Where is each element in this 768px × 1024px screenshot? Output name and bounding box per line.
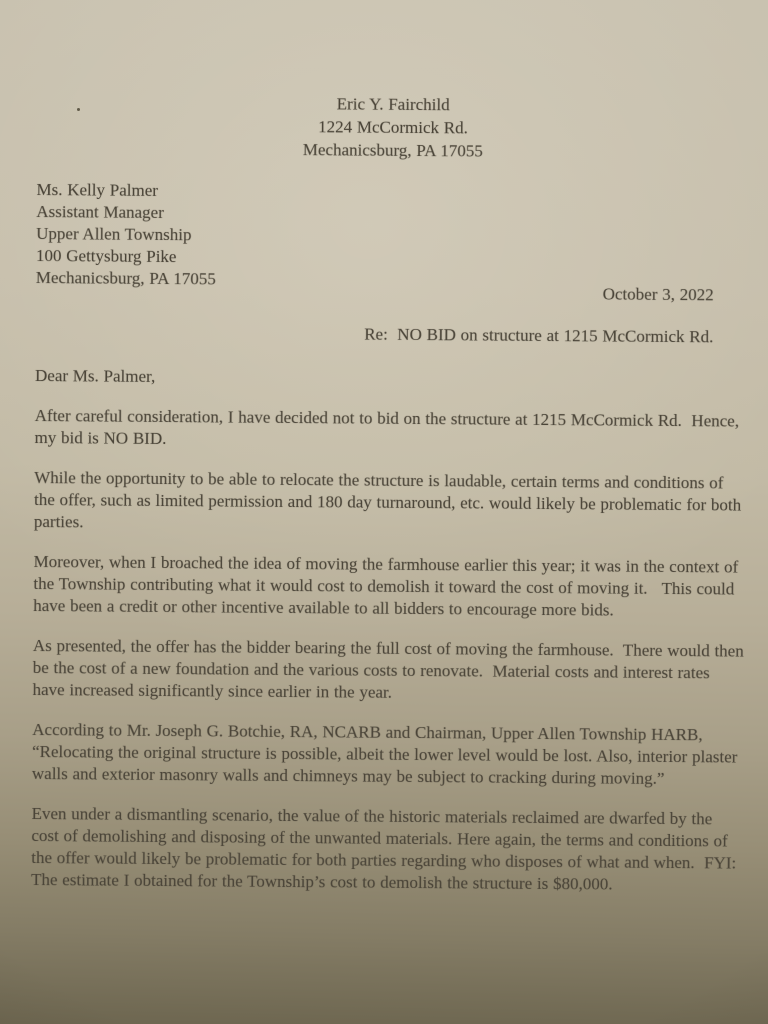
body-paragraph-5: According to Mr. Joseph G. Botchie, RA, NCARB and Chairman, Upper Allen Township HARB, “Relocating the original structure is possible, albeit the lower level would be lost. Also, interior plaster walls and exterior masonry walls and chimneys may be subject to cracking during moving.” bbox=[31, 719, 743, 788]
sender-city-line: Mechanicsburg, PA 17055 bbox=[302, 140, 483, 161]
sender-block bbox=[37, 0, 750, 165]
body-paragraph-3: Moreover, when I broached the idea of moving the farmhouse earlier this year; it was in the context of the Township contributing what it would cost to demolish it toward the cost of moving it. This could have been a credit or other incentive available to all bidders to encourage more bids. bbox=[33, 551, 744, 620]
recipient-title-line: Assistant Manager bbox=[36, 201, 164, 222]
body-paragraph-2: While the opportunity to be able to relocate the structure is laudable, certain terms and conditions of the offer, such as limited permission and 180 day turnaround, etc. would likely be problematic for both parties. bbox=[33, 467, 747, 532]
sender-street-line: 1224 McCormick Rd. bbox=[318, 117, 468, 138]
letter-date: October 3, 2022 bbox=[602, 284, 714, 305]
sender-name-line: Eric Y. Fairchild bbox=[336, 94, 450, 115]
body-paragraph-4: As presented, the offer has the bidder bearing the full cost of moving the farmhouse. There would then be the cost of a new foundation and the various costs to renovate. Material costs and interest rates have increased significantly since earlier in the year. bbox=[32, 635, 749, 702]
recipient-city-line: Mechanicsburg, PA 17055 bbox=[35, 267, 216, 289]
letter-page bbox=[31, 0, 750, 897]
subject-line: Re: NO BID on structure at 1215 McCormick Rd. bbox=[364, 324, 714, 347]
recipient-name-line: Ms. Kelly Palmer bbox=[36, 179, 158, 200]
body-paragraph-6: Even under a dismantling scenario, the value of the historic materials reclaimed are dwarfed by the cost of demolishing and disposing of the unwanted materials. Here again, the terms and conditions of the offer would likely be problematic for both parties regarding who disposes of what and when. FYI: The estimate I obtained for the Township’s cost to demolish the structure is $80,000. bbox=[31, 803, 741, 894]
salutation: Dear Ms. Palmer, bbox=[34, 365, 156, 386]
recipient-block bbox=[36, 179, 749, 295]
recipient-street-line: 100 Gettysburg Pike bbox=[35, 245, 177, 267]
recipient-org-line: Upper Allen Township bbox=[36, 223, 192, 245]
body-paragraph-1: After careful consideration, I have decided not to bid on the structure at 1215 McCormick Rd. Hence, my bid is NO BID. bbox=[34, 405, 744, 449]
